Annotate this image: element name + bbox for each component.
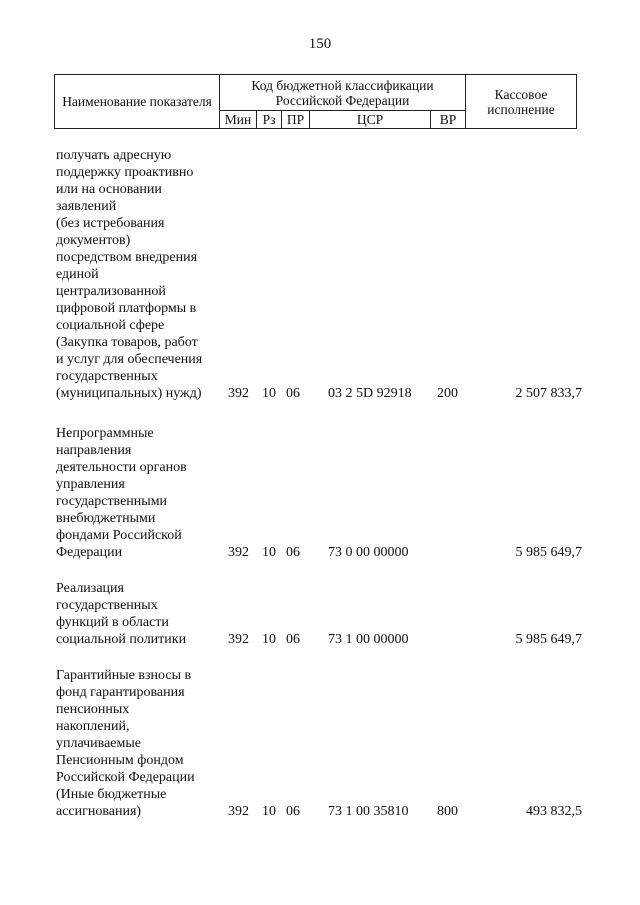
- row-pr: 06: [286, 545, 300, 560]
- header-vr: ВР: [431, 111, 466, 129]
- header-csr: ЦСР: [310, 111, 431, 129]
- row-pr: 06: [286, 804, 300, 819]
- row-name: Гарантийные взносы в фонд гарантирования пенсионных накоплений, уплачиваемые Пенсионным фондом Российской Федерации (Иные бюджетные ассигнования): [56, 668, 195, 819]
- row-rz: 10: [262, 632, 276, 647]
- row-amount: 2 507 833,7: [515, 386, 582, 401]
- page-number: 150: [308, 36, 332, 52]
- row-min: 392: [228, 632, 249, 647]
- row-pr: 06: [286, 386, 300, 401]
- header-rz: Рз: [257, 111, 282, 129]
- row-csr: 73 0 00 00000: [328, 545, 409, 560]
- row-csr: 03 2 5D 92918: [328, 386, 412, 401]
- header-name: Наименование показателя: [55, 75, 220, 129]
- row-min: 392: [228, 804, 249, 819]
- row-name: Реализация государственных функций в области социальной политики: [56, 581, 187, 647]
- row-pr: 06: [286, 632, 300, 647]
- row-rz: 10: [262, 545, 276, 560]
- header-code-group: Код бюджетной классификации Российской Федерации: [220, 75, 466, 111]
- row-rz: 10: [262, 386, 276, 401]
- table-header: [54, 74, 577, 129]
- row-amount: 493 832,5: [526, 804, 582, 819]
- row-min: 392: [228, 386, 249, 401]
- row-csr: 73 1 00 00000: [328, 632, 409, 647]
- row-name: Непрограммные направления деятельности органов управления государственными внебюджетными фондами Российской Федерации: [56, 426, 187, 560]
- header-min: Мин: [220, 111, 257, 129]
- row-amount: 5 985 649,7: [515, 545, 582, 560]
- row-min: 392: [228, 545, 249, 560]
- row-vr: 800: [437, 804, 458, 819]
- header-amount: Кассовое исполнение: [466, 75, 577, 129]
- row-rz: 10: [262, 804, 276, 819]
- row-vr: 200: [437, 386, 458, 401]
- header-pr: ПР: [282, 111, 310, 129]
- row-name: получать адресную поддержку проактивно или на основании заявлений (без истребования документов) посредством внедрения единой централизованной цифровой платформы в социальной сфере (Закупка товаров, работ и услуг для обеспечения государственных (муниципальных) нужд): [56, 148, 203, 401]
- row-amount: 5 985 649,7: [515, 632, 582, 647]
- row-csr: 73 1 00 35810: [328, 804, 409, 819]
